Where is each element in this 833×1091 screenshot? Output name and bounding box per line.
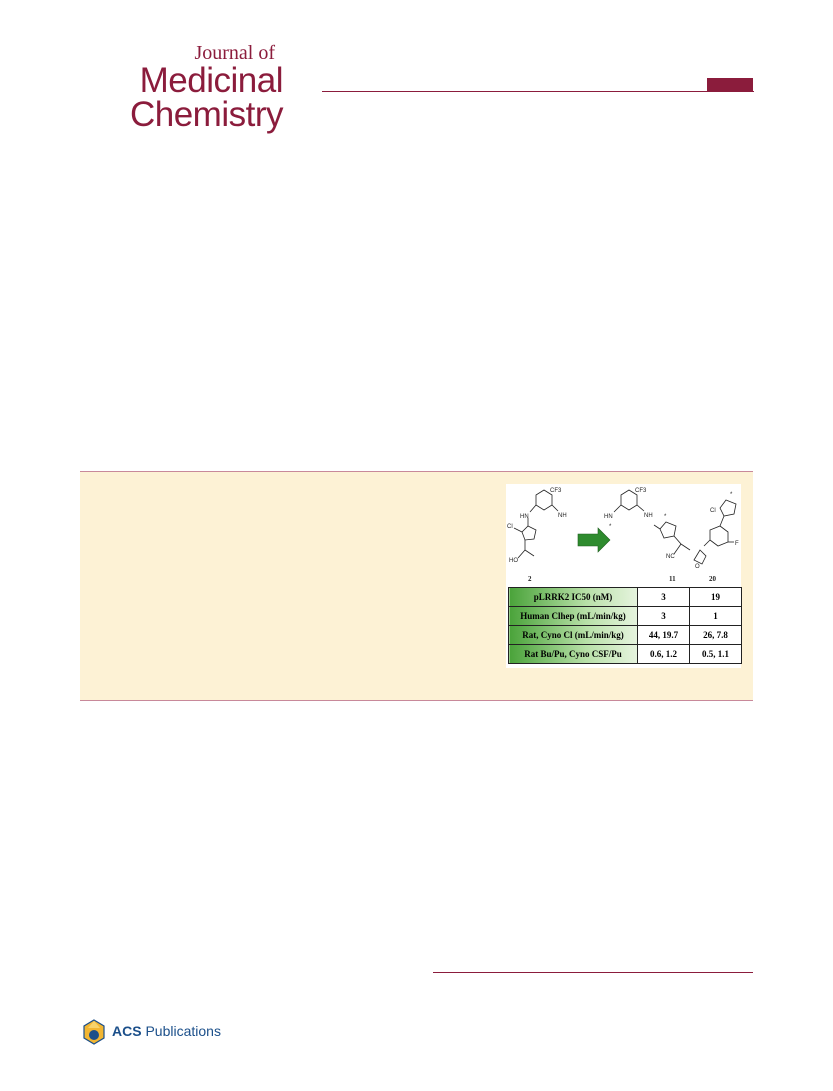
acs-text-bold: ACS [112, 1023, 142, 1039]
label-star-20: * [730, 492, 733, 498]
table-row [509, 607, 742, 626]
journal-name-medicinal: Medicinal [139, 61, 283, 100]
bond-20a [720, 516, 724, 526]
footnote-rule [433, 972, 753, 973]
piperidine-ring-20 [710, 526, 728, 546]
bond-11b [637, 505, 644, 511]
label-ho-2: HO [509, 558, 518, 564]
header-tab [707, 78, 753, 92]
table-cell-value: 26, 7.8 [690, 626, 742, 645]
table-cell-param: Human Clhep (mL/min/kg) [509, 607, 638, 626]
table-row [509, 588, 742, 607]
label-cf3-11: CF3 [635, 488, 647, 494]
label-f-20: F [735, 541, 739, 547]
compound-label-20: 20 [709, 575, 716, 583]
table-cell-value: 19 [690, 588, 742, 607]
journal-of-text: Journal of [194, 42, 275, 64]
chemical-structures [506, 484, 741, 587]
label-o-20: O [695, 564, 700, 570]
bond-2b [552, 505, 558, 511]
label-hn-2: HN [520, 514, 529, 520]
pyrazole-ring-20 [720, 500, 736, 516]
table-cell-value: 3 [638, 588, 690, 607]
compound-label-2: 2 [528, 575, 532, 583]
compound-label-11: 11 [669, 575, 676, 583]
journal-logo [108, 42, 283, 132]
publications-text: Publications [141, 1023, 221, 1039]
table-cell-param: Rat, Cyno Cl (mL/min/kg) [509, 626, 638, 645]
journal-name-chemistry: Chemistry [129, 95, 283, 134]
bond-2f [518, 550, 525, 558]
bond-11c [654, 525, 660, 529]
table-cell-value: 0.6, 1.2 [638, 645, 690, 664]
oxetane-ring-20 [694, 550, 706, 564]
header-rule [322, 91, 754, 92]
acs-publications-text [112, 1023, 221, 1039]
table-cell-value: 44, 19.7 [638, 626, 690, 645]
bond-20c [704, 540, 710, 546]
bond-2a [530, 505, 536, 512]
label-hn-11: HN [604, 514, 613, 520]
bond-2g [525, 550, 534, 556]
pyrazole-ring-11 [660, 522, 676, 538]
table-row [509, 626, 742, 645]
pyrazole-ring-2 [522, 526, 536, 540]
bond-11f [681, 544, 690, 550]
bond-2d [514, 528, 522, 532]
compound-data-table [508, 587, 742, 664]
acs-publications-logo [80, 1018, 220, 1046]
label-cl-2: Cl [507, 524, 513, 530]
label-star-11: * [609, 524, 612, 530]
bond-11e [674, 544, 681, 554]
table-row [509, 645, 742, 664]
bond-11d [674, 536, 681, 544]
table-cell-param: pLRRK2 IC50 (nM) [509, 588, 638, 607]
label-nh-11: NH [644, 513, 653, 519]
table-cell-param: Rat Bu/Pu, Cyno CSF/Pu [509, 645, 638, 664]
label-nc-11: NC [666, 554, 675, 560]
reaction-arrow-icon [578, 528, 610, 552]
label-nh-2: NH [558, 513, 567, 519]
acs-emblem-icon [80, 1018, 108, 1046]
label-cf3-2: CF3 [550, 488, 562, 494]
label-cl-20: Cl [710, 508, 716, 514]
table-cell-value: 3 [638, 607, 690, 626]
bond-11a [614, 505, 621, 512]
table-cell-value: 1 [690, 607, 742, 626]
label-star-11b: * [664, 514, 667, 520]
table-cell-value: 0.5, 1.1 [690, 645, 742, 664]
